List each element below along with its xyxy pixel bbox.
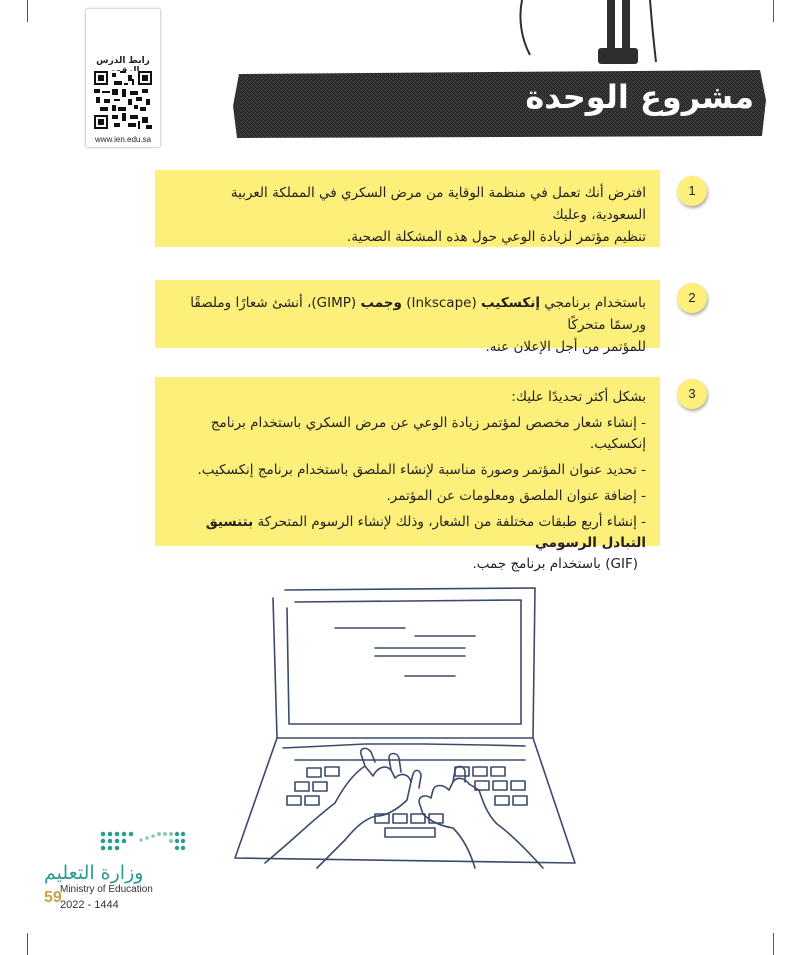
task-2-line: للمؤتمر من أجل الإعلان عنه.: [485, 339, 646, 355]
task-3-item: - تحديد عنوان المؤتمر وصورة مناسبة لإنشاء الملصق باستخدام برنامج إنكسكيب.: [197, 462, 646, 478]
qr-label: رابط الدرس: [96, 56, 150, 66]
task-1-line: تنظيم مؤتمر لزيادة الوعي حول هذه المشكلة الصحية.: [346, 229, 646, 245]
ministry-name-arabic: وزارة التعليم: [44, 862, 144, 884]
crop-mark: [773, 0, 774, 22]
task-number-badge: 1: [677, 176, 707, 206]
cable-graphic: [500, 0, 700, 75]
task-3-item: (GIF) باستخدام برنامج جمب.: [472, 556, 638, 572]
crop-mark: [773, 933, 774, 955]
task-3-intro: بشكل أكثر تحديدًا عليك:: [511, 389, 646, 405]
task-3-item: - إضافة عنوان الملصق ومعلومات عن المؤتمر.: [386, 488, 646, 504]
ministry-name-english: Ministry of Education: [60, 884, 153, 895]
edition-year: 2022 - 1444: [60, 899, 119, 911]
qr-url[interactable]: www.ien.edu.sa: [94, 135, 152, 144]
task-box-1: [155, 170, 660, 247]
task-1-line: افترض أنك تعمل في منظمة الوقاية من مرض السكري في المملكة العربية السعودية، وعليك: [230, 185, 646, 223]
task-3-item: - إنشاء شعار مخصص لمؤتمر زيادة الوعي عن مرض السكري باستخدام برنامج إنكسكيب.: [210, 415, 646, 452]
task-box-2: [155, 280, 660, 355]
crop-mark: [27, 0, 28, 22]
qr-card[interactable]: [85, 8, 161, 148]
task-number-badge: 3: [677, 379, 707, 409]
laptop-typing-illustration: [225, 578, 585, 888]
task-number-badge: 2: [677, 283, 707, 313]
task-box-3: [155, 377, 660, 572]
page-number: 59: [44, 889, 62, 906]
task-3-item: - إنشاء أربع طبقات مختلفة من الشعار، وذلك لإنشاء الرسوم المتحركة بتنسيق التبادل الرسومي: [205, 514, 646, 551]
task-2-line: باستخدام برنامجي إنكسكيب (Inkscape) وجمب (GIMP)، أنشئ شعارًا وملصقًا ورسمًا متحركًا: [190, 295, 646, 333]
crop-mark: [27, 933, 28, 955]
page-title: مشروع الوحدة: [525, 78, 754, 116]
qr-code-icon: [94, 71, 152, 129]
ministry-logo-icon: [97, 826, 189, 866]
